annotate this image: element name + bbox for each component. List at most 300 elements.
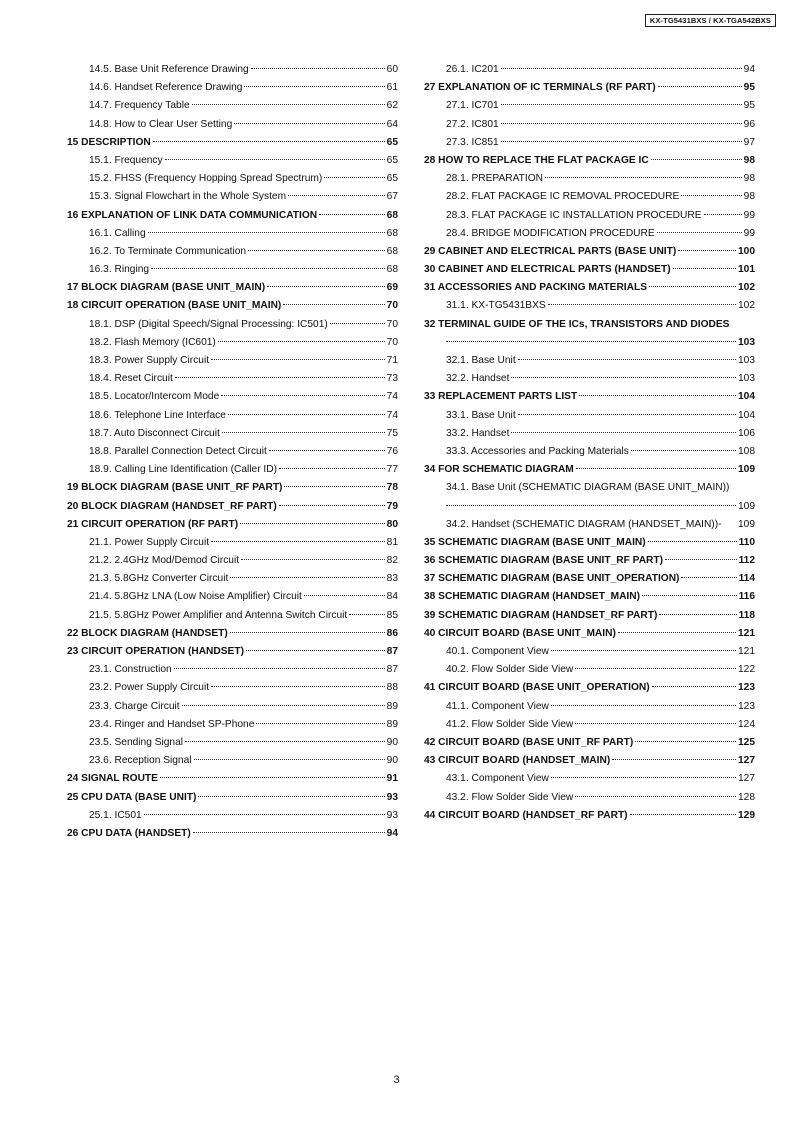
toc-entry-page: 87	[386, 646, 398, 657]
toc-entry-page: 109	[738, 518, 755, 530]
toc-entry-page: 103	[738, 336, 755, 348]
dot-leader	[575, 723, 736, 724]
toc-entry-title: 31 ACCESSORIES AND PACKING MATERIALS	[424, 282, 648, 294]
toc-entry-title: 27 EXPLANATION OF IC TERMINALS (RF PART)	[424, 82, 656, 94]
toc-entry-title: 36 SCHEMATIC DIAGRAM (BASE UNIT_RF PART)	[424, 555, 664, 567]
dot-leader	[251, 68, 385, 69]
toc-entry[interactable]	[67, 207, 398, 225]
dot-leader	[579, 395, 736, 396]
toc-entry[interactable]	[424, 425, 755, 443]
toc-entry[interactable]	[67, 316, 398, 334]
toc-entry[interactable]	[424, 370, 755, 388]
dot-leader	[658, 86, 742, 87]
dot-leader	[551, 650, 736, 651]
dot-leader	[635, 741, 736, 742]
dot-leader	[501, 68, 742, 69]
toc-entry[interactable]	[67, 570, 398, 588]
toc-entry-page: 81	[386, 536, 398, 548]
dot-leader	[446, 505, 736, 506]
dot-leader	[704, 214, 742, 215]
dot-leader	[148, 232, 385, 233]
toc-entry-page: 106	[738, 427, 755, 439]
dot-leader	[246, 650, 385, 651]
toc-entry[interactable]	[424, 188, 755, 206]
dot-leader	[681, 577, 736, 578]
toc-entry-page: 96	[743, 118, 755, 130]
dot-leader	[228, 414, 385, 415]
toc-left-column	[67, 61, 398, 843]
toc-entry[interactable]	[67, 407, 398, 425]
dot-leader	[665, 559, 737, 560]
toc-entry-page: 88	[386, 682, 398, 694]
toc-entry[interactable]	[424, 316, 755, 334]
toc-entry-title: 28.4. BRIDGE MODIFICATION PROCEDURE	[446, 227, 655, 239]
toc-entry-title: 18.2. Flash Memory (IC601)	[89, 336, 216, 348]
dot-leader	[659, 614, 736, 615]
toc-entry-page: 116	[738, 591, 755, 603]
dot-leader	[575, 668, 736, 669]
toc-entry-page: 91	[386, 773, 398, 785]
toc-entry[interactable]	[424, 116, 755, 134]
toc-entry[interactable]	[424, 352, 755, 370]
toc-entry-title: 19 BLOCK DIAGRAM (BASE UNIT_RF PART)	[67, 482, 283, 494]
dot-leader	[501, 141, 742, 142]
toc-entry-title: 43.2. Flow Solder Side View	[446, 791, 574, 803]
dot-leader	[198, 796, 384, 797]
toc-entry-title: 25.1. IC501	[89, 809, 142, 821]
toc-entry-page: 85	[386, 609, 398, 621]
toc-entry-title: 32.2. Handset	[446, 373, 510, 385]
toc-entry[interactable]	[424, 625, 755, 643]
dot-leader	[211, 541, 385, 542]
toc-entry[interactable]	[67, 243, 398, 261]
toc-entry-page: 101	[738, 264, 755, 276]
toc-entry-title: 15.3. Signal Flowchart in the Whole System	[89, 191, 287, 203]
toc-entry-page: 65	[386, 173, 398, 185]
toc-entry-page: 122	[738, 664, 755, 676]
toc-entry[interactable]	[424, 152, 755, 170]
toc-entry-page: 70	[386, 300, 398, 312]
toc-entry[interactable]	[424, 225, 755, 243]
dot-leader	[681, 195, 741, 196]
toc-entry-page: 65	[386, 154, 398, 166]
toc-entry[interactable]	[67, 534, 398, 552]
dot-leader	[649, 286, 736, 287]
toc-entry-page: 65	[386, 136, 398, 148]
toc-right-column	[424, 61, 755, 825]
dot-leader	[284, 486, 384, 487]
toc-entry[interactable]	[424, 770, 755, 788]
toc-entry-page: 123	[738, 700, 755, 712]
toc-entry[interactable]	[67, 188, 398, 206]
toc-entry-page: 109	[738, 464, 755, 476]
toc-entry-page: 90	[386, 755, 398, 767]
toc-entry-title: 23 CIRCUIT OPERATION (HANDSET)	[67, 646, 244, 657]
toc-entry-title: 23.5. Sending Signal	[89, 736, 184, 748]
toc-entry[interactable]	[67, 607, 398, 625]
dot-leader	[153, 141, 385, 142]
toc-entry-page: 104	[738, 409, 755, 421]
toc-entry[interactable]	[424, 243, 755, 261]
toc-entry[interactable]	[424, 79, 755, 97]
dot-leader	[165, 159, 385, 160]
toc-entry-title: 44 CIRCUIT BOARD (HANDSET_RF PART)	[424, 809, 628, 821]
toc-entry[interactable]	[67, 352, 398, 370]
toc-entry-title: 39 SCHEMATIC DIAGRAM (HANDSET_RF PART)	[424, 609, 658, 621]
toc-entry-title: 41.1. Component View	[446, 700, 549, 712]
dot-leader	[283, 304, 384, 305]
toc-entry-page: 78	[386, 482, 398, 494]
dot-leader	[548, 304, 736, 305]
toc-entry-title: 14.6. Handset Reference Drawing	[89, 82, 243, 94]
toc-entry[interactable]	[424, 607, 755, 625]
toc-entry[interactable]	[67, 297, 398, 315]
toc-entry[interactable]	[67, 716, 398, 734]
dot-leader	[218, 341, 385, 342]
toc-entry[interactable]	[424, 734, 755, 752]
dot-leader	[612, 759, 736, 760]
toc-entry[interactable]	[67, 479, 398, 497]
toc-entry[interactable]	[424, 661, 755, 679]
toc-entry-title: 18.3. Power Supply Circuit	[89, 355, 210, 366]
toc-entry[interactable]	[424, 443, 755, 461]
toc-entry-title: 31.1. KX-TG5431BXS	[446, 300, 546, 312]
toc-entry-title: 26.1. IC201	[446, 64, 499, 75]
toc-entry[interactable]	[424, 479, 755, 497]
dot-leader	[501, 123, 742, 124]
toc-entry[interactable]	[67, 661, 398, 679]
dot-leader	[648, 541, 737, 542]
toc-entry[interactable]	[424, 388, 755, 406]
toc-entry[interactable]	[424, 261, 755, 279]
toc-entry-page: 95	[743, 100, 755, 112]
toc-entry-title: 34 FOR SCHEMATIC DIAGRAM	[424, 464, 574, 476]
toc-entry-page: 77	[386, 464, 398, 476]
toc-entry[interactable]	[424, 279, 755, 297]
toc-entry-page: 118	[738, 609, 755, 621]
toc-entry-title: 14.5. Base Unit Reference Drawing	[89, 64, 249, 75]
toc-entry[interactable]	[424, 679, 755, 697]
dot-leader	[269, 450, 385, 451]
toc-entry-page: 86	[386, 627, 398, 639]
toc-entry[interactable]	[67, 79, 398, 97]
toc-entry-title: 15.2. FHSS (Frequency Hopping Spread Spectrum)	[89, 173, 323, 185]
toc-entry-page: 84	[386, 591, 398, 603]
toc-entry-title: 34.1. Base Unit (SCHEMATIC DIAGRAM (BASE UNIT_MAIN))	[446, 482, 730, 494]
toc-entry[interactable]	[424, 570, 755, 588]
dot-leader	[279, 505, 385, 506]
toc-entry-page: 121	[738, 627, 755, 639]
dot-leader	[630, 814, 736, 815]
toc-entry-page: 83	[386, 573, 398, 585]
toc-entry[interactable]	[67, 461, 398, 479]
toc-entry-page: 124	[738, 718, 755, 730]
toc-entry[interactable]	[67, 334, 398, 352]
dot-leader	[304, 595, 385, 596]
dot-leader	[618, 632, 736, 633]
toc-entry-page: 103	[738, 373, 755, 385]
toc-entry[interactable]	[67, 170, 398, 188]
toc-entry[interactable]	[67, 152, 398, 170]
dot-leader	[673, 268, 736, 269]
dot-leader	[211, 359, 385, 360]
toc-entry-title: 23.4. Ringer and Handset SP-Phone	[89, 718, 255, 730]
dot-leader	[575, 796, 736, 797]
toc-entry-page: 74	[386, 391, 398, 403]
toc-entry-page: 64	[386, 118, 398, 130]
toc-entry-page: 102	[738, 300, 755, 312]
toc-entry[interactable]	[424, 97, 755, 115]
toc-entry[interactable]	[424, 752, 755, 770]
dot-leader	[256, 723, 384, 724]
dot-leader	[678, 250, 736, 251]
toc-entry-page: 121	[738, 646, 755, 657]
dot-leader	[501, 104, 742, 105]
dot-leader	[545, 177, 742, 178]
toc-entry[interactable]	[67, 498, 398, 516]
dot-leader	[267, 286, 385, 287]
toc-entry-page: 109	[738, 500, 755, 512]
toc-entry[interactable]	[67, 807, 398, 825]
toc-entry-title: 27.2. IC801	[446, 118, 499, 130]
dot-leader	[518, 359, 736, 360]
dot-leader	[446, 341, 736, 342]
toc-entry[interactable]	[67, 770, 398, 788]
page-number: 3	[393, 1074, 400, 1086]
toc-entry[interactable]	[424, 807, 755, 825]
dot-leader	[193, 832, 385, 833]
dot-leader	[349, 614, 384, 615]
dot-leader	[511, 377, 736, 378]
toc-entry[interactable]	[424, 61, 755, 79]
toc-entry-title: 29 CABINET AND ELECTRICAL PARTS (BASE UNIT)	[424, 245, 677, 257]
dot-leader	[160, 777, 385, 778]
toc-entry-page: 68	[386, 227, 398, 239]
toc-entry-page: 94	[386, 827, 398, 839]
toc-entry[interactable]	[424, 789, 755, 807]
toc-entry-page: 98	[743, 191, 755, 203]
dot-leader	[576, 468, 736, 469]
toc-entry-title: 14.8. How to Clear User Setting	[89, 118, 233, 130]
toc-entry-title: 38 SCHEMATIC DIAGRAM (HANDSET_MAIN)	[424, 591, 641, 603]
dot-leader	[192, 104, 385, 105]
toc-entry-page: 70	[386, 336, 398, 348]
toc-entry[interactable]	[424, 207, 755, 225]
dot-leader	[642, 595, 737, 596]
toc-entry-page: 114	[738, 573, 755, 585]
toc-entry[interactable]	[67, 698, 398, 716]
toc-entry[interactable]	[67, 388, 398, 406]
toc-entry-title: 27.3. IC851	[446, 136, 499, 148]
toc-entry-title: 16.3. Ringing	[89, 264, 150, 276]
toc-entry[interactable]	[67, 134, 398, 152]
toc-entry-title: 21.4. 5.8GHz LNA (Low Noise Amplifier) Circuit	[89, 591, 302, 603]
dot-leader	[151, 268, 385, 269]
dot-leader	[551, 777, 736, 778]
toc-entry[interactable]	[424, 134, 755, 152]
toc-entry-title: 33.2. Handset	[446, 427, 510, 439]
toc-entry-title: 25 CPU DATA (BASE UNIT)	[67, 791, 197, 803]
toc-entry-title: 23.3. Charge Circuit	[89, 700, 180, 712]
toc-entry[interactable]	[67, 734, 398, 752]
toc-entry[interactable]	[67, 443, 398, 461]
toc-entry[interactable]	[67, 370, 398, 388]
toc-entry[interactable]	[67, 789, 398, 807]
toc-entry-title: 37 SCHEMATIC DIAGRAM (BASE UNIT_OPERATION)	[424, 573, 680, 585]
toc-entry[interactable]	[424, 498, 755, 516]
toc-entry[interactable]	[67, 588, 398, 606]
dot-leader	[241, 559, 385, 560]
toc-entry-title: 33.3. Accessories and Packing Materials	[446, 445, 629, 457]
toc-entry-page: 102	[738, 282, 755, 294]
toc-entry-title: 28.3. FLAT PACKAGE IC INSTALLATION PROCEDURE	[446, 209, 702, 221]
toc-entry[interactable]	[67, 643, 398, 661]
toc-entry-title: 23.1. Construction	[89, 664, 172, 676]
toc-entry[interactable]	[67, 516, 398, 534]
toc-entry-page: 90	[386, 736, 398, 748]
toc-entry[interactable]	[424, 334, 755, 352]
toc-entry-title: 20 BLOCK DIAGRAM (HANDSET_RF PART)	[67, 500, 277, 512]
toc-entry-title: 18.1. DSP (Digital Speech/Signal Processing: IC501)	[89, 318, 328, 330]
model-number-header: KX-TG5431BXS / KX-TGA542BXS	[645, 14, 776, 27]
toc-entry-page: 61	[386, 82, 398, 94]
toc-entry[interactable]	[424, 297, 755, 315]
toc-entry[interactable]	[67, 425, 398, 443]
toc-entry[interactable]	[67, 97, 398, 115]
dot-leader	[657, 232, 742, 233]
toc-entry-title: 33.1. Base Unit	[446, 409, 516, 421]
dot-leader	[330, 323, 385, 324]
toc-entry-title: 22 BLOCK DIAGRAM (HANDSET)	[67, 627, 228, 639]
toc-entry-title: 21.2. 2.4GHz Mod/Demod Circuit	[89, 555, 240, 567]
dot-leader	[551, 705, 736, 706]
toc-entry-title: 40.1. Component View	[446, 646, 549, 657]
toc-entry-title: 16.1. Calling	[89, 227, 146, 239]
toc-entry-page: 93	[386, 809, 398, 821]
toc-entry[interactable]	[67, 279, 398, 297]
toc-entry-title: 18.9. Calling Line Identification (Caller ID)	[89, 464, 277, 476]
toc-entry-title: 42 CIRCUIT BOARD (BASE UNIT_RF PART)	[424, 736, 634, 748]
toc-entry-title: 24 SIGNAL ROUTE	[67, 773, 158, 785]
toc-entry-page: 127	[738, 773, 755, 785]
toc-entry-page: 97	[743, 136, 755, 148]
toc-entry-title: 40 CIRCUIT BOARD (BASE UNIT_MAIN)	[424, 627, 616, 639]
toc-entry[interactable]	[424, 170, 755, 188]
toc-entry-page: 128	[738, 791, 755, 803]
toc-entry-page: 104	[738, 391, 755, 403]
toc-entry[interactable]	[67, 625, 398, 643]
toc-entry[interactable]	[424, 643, 755, 661]
toc-entry[interactable]	[424, 588, 755, 606]
toc-entry-title: 27.1. IC701	[446, 100, 499, 112]
toc-entry-page: 95	[743, 82, 755, 94]
toc-entry[interactable]	[67, 61, 398, 79]
toc-entry-page: 68	[386, 245, 398, 257]
toc-entry-page: 99	[743, 227, 755, 239]
toc-entry[interactable]	[424, 516, 755, 534]
toc-entry[interactable]	[67, 116, 398, 134]
toc-entry-page: 68	[386, 209, 398, 221]
toc-entry-title: 34.2. Handset (SCHEMATIC DIAGRAM (HANDSET_MAIN))-	[446, 518, 722, 530]
toc-entry-title: 18.5. Locator/Intercom Mode	[89, 391, 220, 403]
toc-entry-page: 87	[386, 664, 398, 676]
toc-entry[interactable]	[67, 552, 398, 570]
toc-entry-title: 16.2. To Terminate Communication	[89, 245, 247, 257]
toc-entry-page: 103	[738, 355, 755, 366]
toc-entry-page: 67	[386, 191, 398, 203]
toc-entry-page: 76	[386, 445, 398, 457]
toc-entry-title: 41.2. Flow Solder Side View	[446, 718, 574, 730]
dot-leader	[651, 159, 742, 160]
toc-entry-page: 60	[386, 64, 398, 75]
toc-entry-page: 79	[386, 500, 398, 512]
toc-entry-page: 100	[738, 245, 755, 257]
toc-entry-title: 35 SCHEMATIC DIAGRAM (BASE UNIT_MAIN)	[424, 536, 646, 548]
toc-entry[interactable]	[424, 716, 755, 734]
toc-entry[interactable]	[424, 534, 755, 552]
toc-entry-page: 112	[738, 555, 755, 567]
dot-leader	[511, 432, 736, 433]
toc-entry-title: 15.1. Frequency	[89, 154, 163, 166]
dot-leader	[174, 668, 385, 669]
toc-entry-page: 110	[738, 536, 755, 548]
toc-entry-title: 15 DESCRIPTION	[67, 136, 151, 148]
toc-entry-page: 71	[386, 355, 398, 366]
toc-entry-title: 16 EXPLANATION OF LINK DATA COMMUNICATION	[67, 209, 318, 221]
toc-entry-page: 82	[386, 555, 398, 567]
toc-entry-page: 74	[386, 409, 398, 421]
dot-leader	[175, 377, 385, 378]
toc-entry-page: 80	[386, 518, 398, 530]
toc-entry-title: 41 CIRCUIT BOARD (BASE UNIT_OPERATION)	[424, 682, 650, 694]
toc-entry-title: 28.2. FLAT PACKAGE IC REMOVAL PROCEDURE	[446, 191, 680, 203]
dot-leader	[631, 450, 736, 451]
toc-entry-page: 73	[386, 373, 398, 385]
toc-entry-page: 98	[743, 173, 755, 185]
toc-entry[interactable]	[67, 752, 398, 770]
dot-leader	[194, 759, 385, 760]
toc-entry-page: 89	[386, 700, 398, 712]
dot-leader	[288, 195, 385, 196]
toc-entry[interactable]	[67, 679, 398, 697]
toc-entry-title: 28 HOW TO REPLACE THE FLAT PACKAGE IC	[424, 154, 649, 166]
toc-entry-title: 21.3. 5.8GHz Converter Circuit	[89, 573, 229, 585]
toc-entry-title: 18.4. Reset Circuit	[89, 373, 173, 385]
toc-entry-title: 26 CPU DATA (HANDSET)	[67, 827, 191, 839]
dot-leader	[244, 86, 384, 87]
toc-entry-title: 21 CIRCUIT OPERATION (RF PART)	[67, 518, 239, 530]
toc-entry[interactable]	[67, 825, 398, 843]
toc-entry[interactable]	[67, 225, 398, 243]
toc-entry-title: 21.5. 5.8GHz Power Amplifier and Antenna Switch Circuit	[89, 609, 348, 621]
dot-leader	[518, 414, 736, 415]
toc-entry-page: 125	[738, 736, 755, 748]
toc-entry-title: 28.1. PREPARATION	[446, 173, 543, 185]
toc-entry[interactable]	[67, 261, 398, 279]
toc-entry-title: 23.2. Power Supply Circuit	[89, 682, 210, 694]
toc-entry[interactable]	[424, 407, 755, 425]
toc-entry-title: 14.7. Frequency Table	[89, 100, 190, 112]
toc-entry-title: 33 REPLACEMENT PARTS LIST	[424, 391, 578, 403]
toc-entry[interactable]	[424, 552, 755, 570]
toc-entry[interactable]	[424, 698, 755, 716]
toc-entry-page: 89	[386, 718, 398, 730]
toc-entry[interactable]	[424, 461, 755, 479]
dot-leader	[319, 214, 385, 215]
toc-entry-title: 40.2. Flow Solder Side View	[446, 664, 574, 676]
toc-entry-title: 21.1. Power Supply Circuit	[89, 536, 210, 548]
dot-leader	[324, 177, 384, 178]
